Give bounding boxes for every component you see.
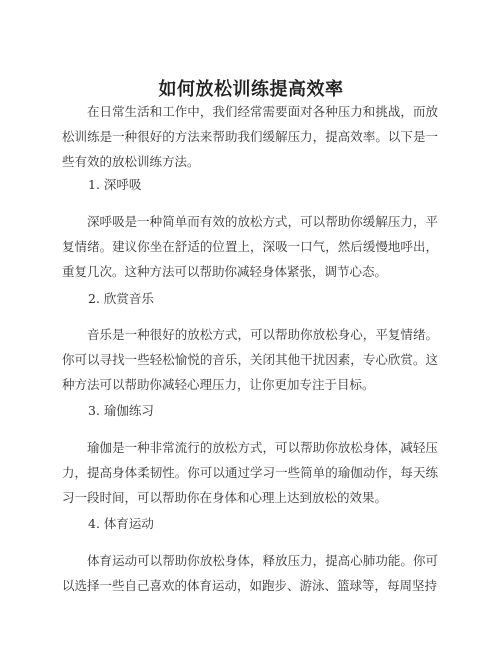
section-body-yoga: 瑜伽是一种非常流行的放松方式，可以帮助你放松身体，减轻压力，提高身体柔韧性。你可以通过学习一些简单的瑜伽动作，每天练习一段时间，可以帮助你在身体和心理上达到放松的效果。 xyxy=(62,440,438,505)
document-title: 如何放松训练提高效率 xyxy=(158,79,344,100)
section-body-music: 音乐是一种很好的放松方式，可以帮助你放松身心，平复情绪。你可以寻找一些轻松愉悦的音乐，关闭其他干扰因素，专心欣赏。这种方法可以帮助你减轻心理压力，让你更加专注于目标。 xyxy=(62,327,438,392)
section-body-sports: 体育运动可以帮助你放松身体，释放压力，提高心肺功能。你可以选择一些自己喜欢的体育运动，如跑步、游泳、篮球等，每周坚持 xyxy=(62,553,438,593)
section-heading-music: 2. 欣赏音乐 xyxy=(88,291,154,306)
section-heading-deep-breathing: 1. 深呼吸 xyxy=(88,177,142,192)
section-heading-yoga: 3. 瑜伽练习 xyxy=(88,403,154,418)
intro-paragraph: 在日常生活和工作中，我们经常需要面对各种压力和挑战，而放松训练是一种很好的方法来帮助我们缓解压力，提高效率。以下是一些有效的放松训练方法。 xyxy=(62,104,438,169)
section-body-deep-breathing: 深呼吸是一种简单而有效的放松方式，可以帮助你缓解压力，平复情绪。建议你坐在舒适的位置上，深吸一口气，然后缓慢地呼出，重复几次。这种方法可以帮助你减轻身体紧张，调节心态。 xyxy=(62,214,438,279)
section-heading-sports: 4. 体育运动 xyxy=(88,516,154,531)
